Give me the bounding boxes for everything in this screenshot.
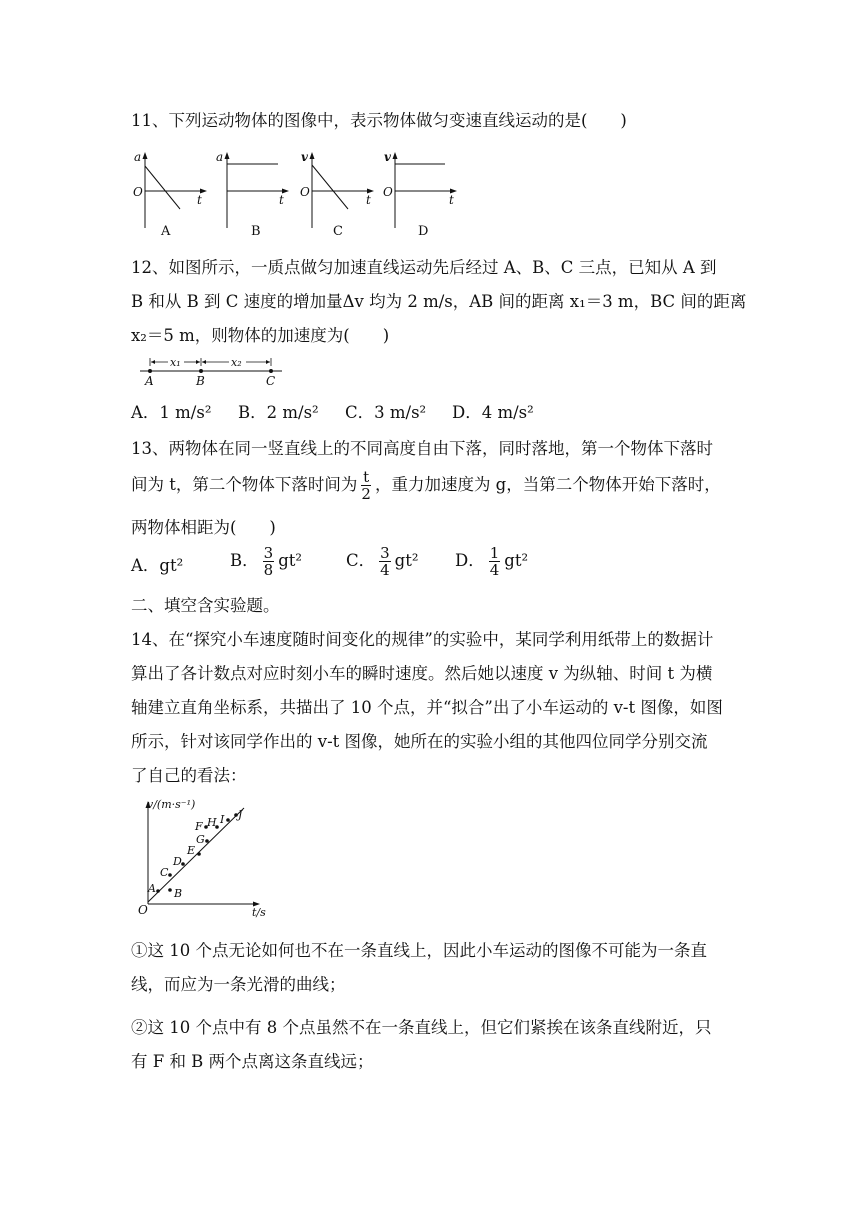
opinion-1-line1: ①这 10 个点无论如何也不在一条直线上，因此小车运动的图像不可能为一条直 [131, 941, 707, 960]
label-b: B [174, 887, 183, 900]
q13-line2-a: 间为 t，第二个物体下落时间为 [131, 475, 358, 494]
label-a: A [148, 882, 156, 895]
q13-option-a: A．gt² [131, 556, 184, 575]
graph-d [383, 150, 457, 239]
label-j: J [238, 808, 243, 821]
graph-b-x-label: t [279, 193, 284, 207]
q14-line5: 了自己的看法： [131, 766, 247, 785]
point-b [168, 888, 172, 892]
q12-line2: B 和从 B 到 C 速度的增加量Δv 均为 2 m/s，AB 间的距离 x₁＝3 m，BC 间的距离 [131, 292, 747, 311]
point-a [156, 889, 160, 893]
q14-line1: 14、在“探究小车速度随时间变化的规律”的实验中，某同学利用纸带上的数据计 [131, 630, 714, 649]
graph-c-origin: O [300, 185, 310, 199]
point-c-label: C [266, 374, 276, 388]
q12-option-b: B．2 m/s² [238, 403, 319, 422]
label-i: I [220, 813, 225, 826]
point-c [168, 873, 172, 877]
q12-line1: 12、如图所示，一质点做匀加速直线运动先后经过 A、B、C 三点，已知从 A 到 [131, 258, 717, 277]
point-i [226, 818, 230, 822]
graph-a-x-label: t [197, 193, 202, 207]
opinion-2-line2: 有 F 和 B 两个点离这条直线远； [131, 1052, 374, 1071]
vt-origin: O [138, 903, 148, 917]
q13-line2-b: ，重力加速度为 g，当第二个物体开始下落时， [374, 475, 721, 494]
label-e: E [187, 844, 196, 857]
q14-line3: 轴建立直角坐标系，共描出了 10 个点，并“拟合”出了小车运动的 v-t 图像，如图 [131, 698, 723, 717]
graph-c-y-label: v [301, 150, 308, 164]
graph-d-x-label: t [449, 193, 454, 207]
q14-line4: 所示，针对该同学作出的 v-t 图像，她所在的实验小组的其他四位同学分别交流 [131, 732, 708, 751]
opinion-2-line1: ②这 10 个点中有 8 个点虽然不在一条直线上，但它们紧挨在该条直线附近，只 [131, 1018, 712, 1037]
label-f: F [195, 820, 203, 833]
t-over-2-fraction: $\frac{t}{2}$ [361, 468, 371, 503]
q12-line3: x₂＝5 m，则物体的加速度为( ) [131, 326, 390, 345]
graph-b [216, 150, 289, 239]
label-g: G [196, 833, 205, 846]
point-a-label: A [145, 374, 154, 388]
label-c: C [160, 866, 169, 879]
q12-diagram [0, 353, 860, 393]
point-g [205, 839, 209, 843]
graph-b-caption: B [251, 224, 261, 239]
q14-line2: 算出了各计数点对应时刻小车的瞬时速度。然后她以速度 v 为纵轴、时间 t 为横 [131, 664, 713, 683]
vt-graph [0, 796, 860, 926]
q11-stem: 11、下列运动物体的图像中，表示物体做匀变速直线运动的是( ) [131, 111, 627, 130]
opinion-1-line2: 线，而应为一条光滑的曲线； [131, 975, 346, 994]
q11-graphs [0, 146, 860, 246]
q13-line3: 两物体相距为( ) [131, 518, 276, 537]
graph-c-x-label: t [366, 193, 371, 207]
graph-d-y-label: v [384, 150, 391, 164]
graph-a-y-label: a [134, 150, 142, 164]
graph-a-caption: A [161, 224, 171, 239]
label-d: D [173, 855, 182, 868]
segment-x1-label: x₁ [170, 356, 181, 369]
q12-option-c: C．3 m/s² [345, 403, 427, 422]
graph-c [300, 150, 374, 239]
q13-option-b: B． $\frac{3}{8}$ gt² [230, 544, 302, 579]
segment-x2-label: x₂ [231, 356, 242, 369]
vt-x-label: t/s [252, 906, 266, 919]
q13-option-c: C． $\frac{3}{4}$ gt² [346, 544, 419, 579]
point-b-label: B [196, 374, 205, 388]
q12-option-d: D．4 m/s² [452, 403, 534, 422]
graph-b-y-label: a [216, 150, 224, 164]
point-e [197, 852, 201, 856]
q13-option-d: D． $\frac{1}{4}$ gt² [455, 544, 529, 579]
q13-line1: 13、两物体在同一竖直线上的不同高度自由下落，同时落地，第一个物体下落时 [131, 439, 713, 458]
label-h: H [207, 816, 217, 829]
q13-line2 [131, 469, 721, 502]
graph-d-caption: D [418, 224, 429, 239]
vt-y-label: v/(m·s⁻¹) [147, 798, 196, 811]
q12-option-a: A．1 m/s² [131, 403, 212, 422]
graph-a [133, 150, 207, 239]
graph-d-origin: O [383, 185, 393, 199]
graph-a-origin: O [133, 185, 143, 199]
section-2-heading: 二、填空含实验题。 [131, 596, 280, 615]
graph-c-caption: C [333, 224, 343, 239]
